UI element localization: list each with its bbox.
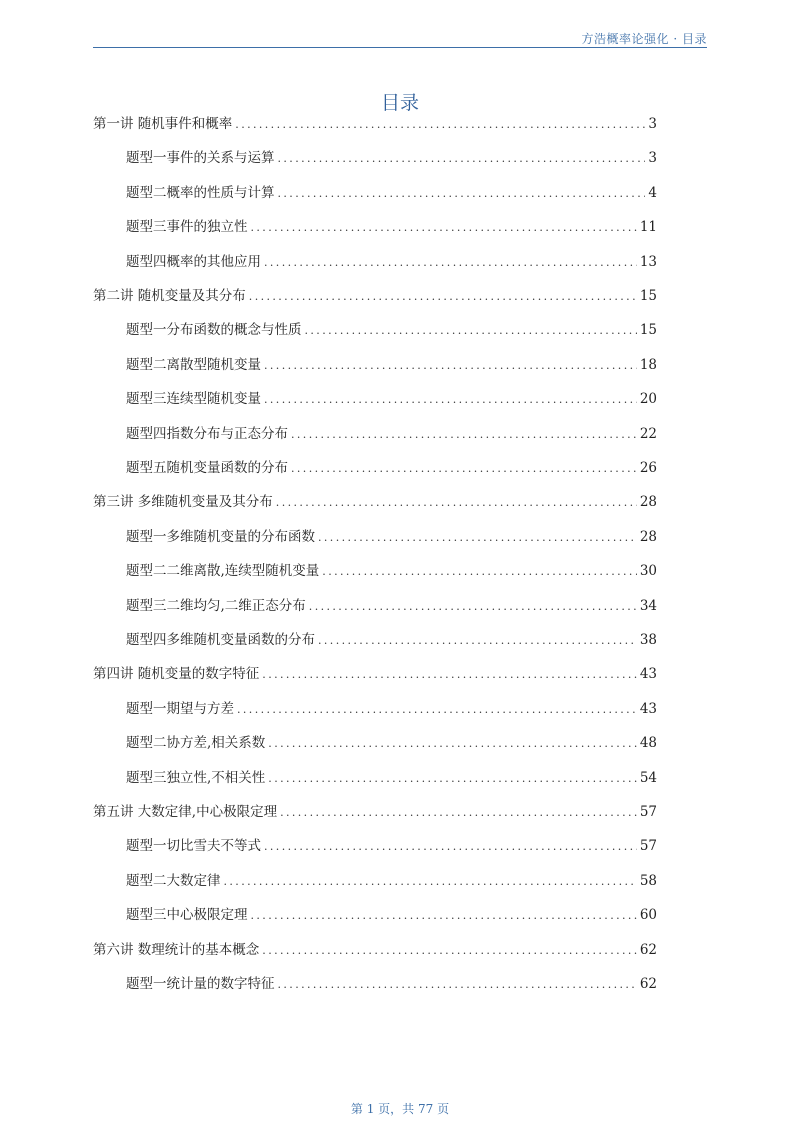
toc-dot-leader — [278, 187, 646, 200]
toc-entry-label: 第四讲 随机变量的数字特征 — [93, 666, 260, 683]
toc-page-number: 13 — [639, 253, 657, 270]
toc-entry-label: 题型二二维离散,连续型随机变量 — [126, 563, 320, 580]
toc-section-entry[interactable] — [126, 731, 657, 751]
toc-dot-leader — [262, 944, 637, 957]
toc-entry-label: 题型四概率的其他应用 — [126, 253, 261, 270]
toc-dot-leader — [318, 634, 637, 647]
toc-section-entry[interactable] — [126, 903, 657, 923]
toc-dot-leader — [264, 359, 637, 372]
toc-dot-leader — [278, 152, 646, 165]
toc-entry-label: 题型二概率的性质与计算 — [126, 184, 275, 201]
toc-chapter-entry[interactable] — [93, 938, 657, 958]
toc-dot-leader — [276, 496, 637, 509]
toc-page-number: 57 — [639, 838, 657, 855]
toc-section-entry[interactable] — [126, 628, 657, 648]
toc-dot-leader — [322, 565, 637, 578]
toc-section-entry[interactable] — [126, 387, 657, 407]
toc-page-number: 43 — [639, 666, 657, 683]
toc-section-entry[interactable] — [126, 146, 657, 166]
toc-page-number: 48 — [639, 735, 657, 752]
toc-section-entry[interactable] — [126, 834, 657, 854]
toc-page-number: 3 — [648, 116, 657, 132]
toc-entry-label: 题型四指数分布与正态分布 — [126, 425, 288, 442]
toc-entry-label: 第五讲 大数定律,中心极限定理 — [93, 804, 278, 820]
toc-section-entry[interactable] — [126, 181, 657, 201]
toc-entry-label: 题型一事件的关系与运算 — [126, 150, 275, 167]
toc-dot-leader — [264, 840, 637, 853]
toc-dot-leader — [268, 772, 637, 785]
toc-chapter-entry[interactable] — [93, 662, 657, 682]
toc-section-entry[interactable] — [126, 215, 657, 235]
toc-chapter-entry[interactable] — [93, 800, 657, 820]
toc-entry-label: 题型四多维随机变量函数的分布 — [126, 632, 315, 648]
toc-page-number: 4 — [648, 184, 657, 201]
toc-page-number: 62 — [639, 976, 657, 992]
toc-section-entry[interactable] — [126, 250, 657, 270]
toc-page-number: 15 — [639, 288, 657, 304]
toc-entry-label: 题型一统计量的数字特征 — [126, 976, 275, 992]
toc-dot-leader — [237, 703, 637, 716]
toc-entry-label: 题型二大数定律 — [126, 872, 221, 889]
toc-dot-leader — [291, 428, 637, 441]
toc-dot-leader — [224, 875, 637, 888]
toc-entry-label: 题型三中心极限定理 — [126, 907, 248, 924]
toc-dot-leader — [305, 324, 637, 337]
toc-dot-leader — [235, 118, 645, 131]
toc-page-number: 43 — [639, 700, 657, 717]
toc-section-entry[interactable] — [126, 559, 657, 579]
toc-chapter-entry[interactable] — [93, 112, 657, 132]
toc-chapter-entry[interactable] — [93, 490, 657, 510]
toc-title: 目录 — [380, 92, 419, 114]
toc-page-number: 62 — [639, 941, 657, 958]
toc-section-entry[interactable] — [126, 972, 657, 992]
toc-page-number: 28 — [639, 494, 657, 511]
toc-section-entry[interactable] — [126, 318, 657, 338]
header-rule — [93, 47, 707, 48]
toc-section-entry[interactable] — [126, 766, 657, 786]
toc-entry-label: 第三讲 多维随机变量及其分布 — [93, 494, 273, 511]
toc-page-number: 15 — [639, 322, 657, 339]
toc-dot-leader — [318, 531, 637, 544]
toc-dot-leader — [251, 909, 637, 922]
toc-chapter-entry[interactable] — [93, 284, 657, 304]
toc-entry-label: 第二讲 随机变量及其分布 — [93, 288, 246, 304]
toc-section-entry[interactable] — [126, 422, 657, 442]
toc-dot-leader — [251, 221, 637, 234]
page-footer: 第 1 页，共 77 页 — [350, 1102, 450, 1116]
toc-page-number: 58 — [639, 872, 657, 889]
toc-entry-label: 题型一多维随机变量的分布函数 — [126, 528, 315, 545]
toc-page-number: 54 — [639, 769, 657, 786]
toc-page-number: 11 — [639, 219, 657, 236]
toc-entry-label: 题型一分布函数的概念与性质 — [126, 322, 302, 339]
toc-entry-label: 题型五随机变量函数的分布 — [126, 460, 288, 476]
toc-entry-label: 题型二离散型随机变量 — [126, 356, 261, 373]
toc-page-number: 3 — [648, 150, 657, 167]
toc-dot-leader — [278, 978, 637, 991]
toc-section-entry[interactable] — [126, 594, 657, 614]
toc-dot-leader — [291, 462, 637, 475]
toc-section-entry[interactable] — [126, 525, 657, 545]
toc-entry-label: 题型三二维均匀,二维正态分布 — [126, 597, 306, 614]
toc-section-entry[interactable] — [126, 869, 657, 889]
toc-section-entry[interactable] — [126, 456, 657, 476]
toc-entry-label: 题型三独立性,不相关性 — [126, 769, 266, 786]
toc-entry-label: 题型一切比雪夫不等式 — [126, 838, 261, 855]
toc-entry-label: 题型一期望与方差 — [126, 700, 234, 717]
toc-page-number: 34 — [639, 597, 657, 614]
toc-dot-leader — [262, 668, 637, 681]
toc-entry-label: 第一讲 随机事件和概率 — [93, 116, 233, 132]
toc-section-entry[interactable] — [126, 353, 657, 373]
toc-page-number: 30 — [639, 563, 657, 580]
toc-dot-leader — [268, 737, 637, 750]
toc-dot-leader — [264, 256, 637, 269]
toc-dot-leader — [309, 600, 637, 613]
toc-page-number: 18 — [639, 356, 657, 373]
toc-section-entry[interactable] — [126, 697, 657, 717]
toc-page-number: 22 — [639, 425, 657, 442]
toc-dot-leader — [264, 393, 637, 406]
toc-entry-label: 题型三连续型随机变量 — [126, 391, 261, 408]
toc-page-number: 26 — [639, 460, 657, 476]
toc-page-number: 28 — [639, 528, 657, 545]
toc-dot-leader — [249, 290, 637, 303]
toc-page-number: 57 — [639, 804, 657, 820]
toc-entry-label: 题型二协方差,相关系数 — [126, 735, 266, 752]
toc-entry-label: 题型三事件的独立性 — [126, 219, 248, 236]
toc-dot-leader — [280, 806, 637, 819]
header-text: 方浩概率论强化 · 目录 — [581, 32, 707, 46]
toc-page-number: 38 — [639, 632, 657, 648]
toc-entry-label: 第六讲 数理统计的基本概念 — [93, 941, 260, 958]
toc-page-number: 20 — [639, 391, 657, 408]
page-header — [93, 30, 707, 48]
toc-page-number: 60 — [639, 907, 657, 924]
